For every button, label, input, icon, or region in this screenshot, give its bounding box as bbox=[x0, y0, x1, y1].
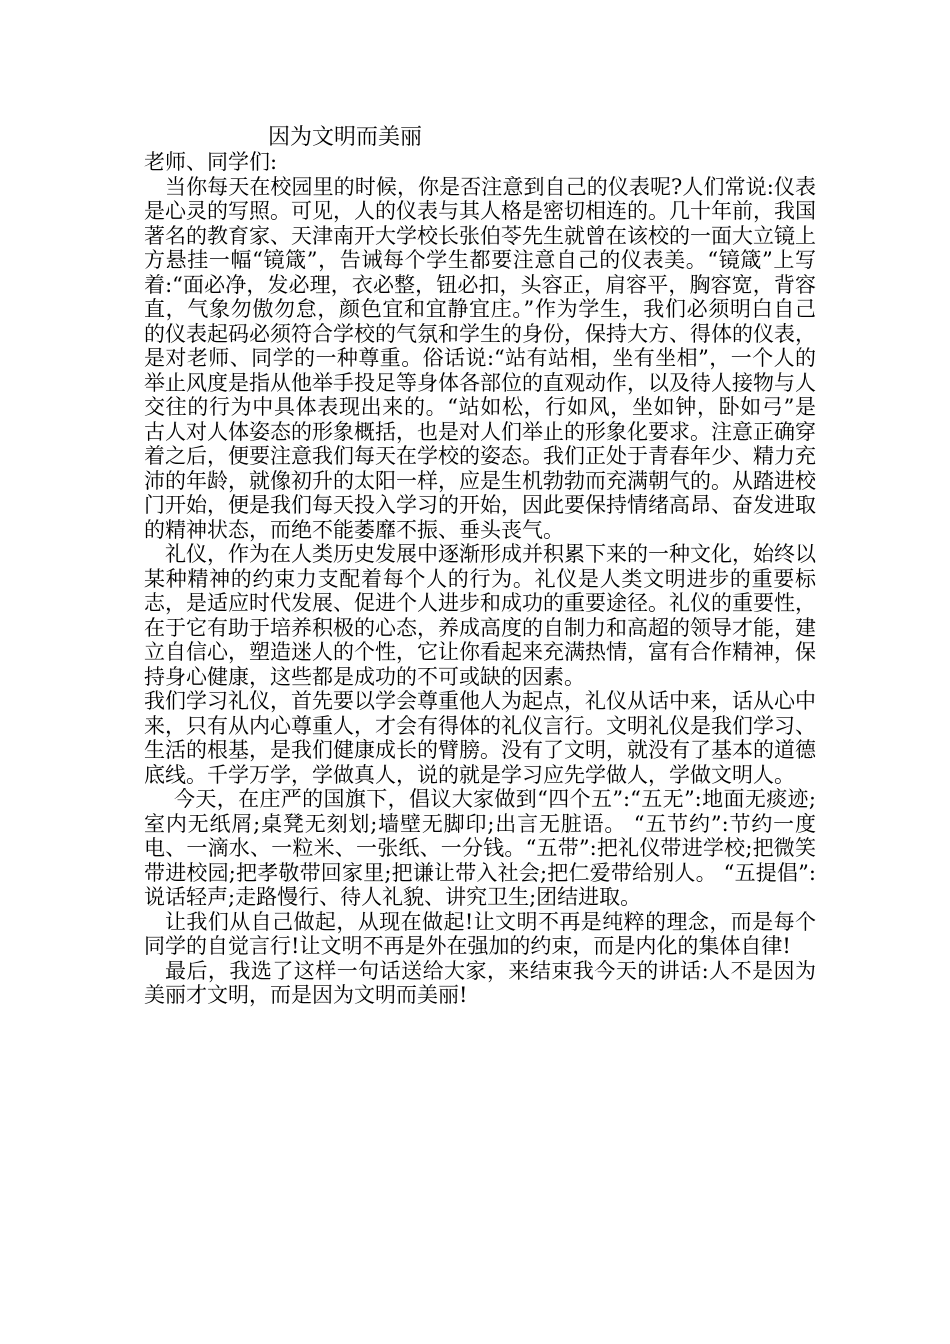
document-title: 因为文明而美丽 bbox=[268, 125, 423, 150]
paragraph-closing: 最后，我选了这样一句话送给大家，来结束我今天的讲话:人不是因为美丽才文明，而是因为文明而美丽! bbox=[144, 958, 816, 1007]
salutation: 老师、同学们: bbox=[144, 150, 278, 174]
paragraph-etiquette: 礼仪，作为在人类历史发展中逐渐形成并积累下来的一种文化，始终以某种精神的约束力支配着每个人的行为。礼仪是人类文明进步的重要标志，是适应时代发展、促进个人进步和成功的重要途径。礼仪的重要性，在于它有助于培养积极的心态，养成高度的自制力和高超的领导才能，建立自信心，塑造迷人的个性，它让你看起来充满热情，富有合作精神，保持身心健康，这些都是成功的不可或缺的因素。 bbox=[144, 542, 816, 689]
paragraph-four-fives: 今天，在庄严的国旗下，倡议大家做到“四个五”:“五无”:地面无痰迹;室内无纸屑;桌凳无刻划;墙壁无脚印;出言无脏语。 “五节约”:节约一度电、一滴水、一粒米、一张纸、一分钱。“五带”:把礼仪带进学校;把微笑带进校园;把孝敬带回家里;把谦让带入社会;把仁爱带给别人。 “五提倡”:说话轻声;走路慢行、待人礼貌、讲究卫生;团结进取。 bbox=[144, 787, 816, 909]
paragraph-appearance: 当你每天在校园里的时候，你是否注意到自己的仪表呢?人们常说:仪表是心灵的写照。可见，人的仪表与其人格是密切相连的。几十年前，我国著名的教育家、天津南开大学校长张伯苓先生就曾在该校的一面大立镜上方悬挂一幅“镜箴”，告诫每个学生都要注意自己的仪表美。“镜箴”上写着:“面必净，发必理，衣必整，钮必扣，头容正，肩容平，胸容宽，背容直，气象勿傲勿怠，颜色宜和宜静宜庄。”作为学生，我们必须明白自己的仪表起码必须符合学校的气氛和学生的身份，保持大方、得体的仪表，是对老师、同学的一种尊重。俗话说:“站有站相，坐有坐相”，一个人的举止风度是指从他举手投足等身体各部位的直观动作，以及待人接物与人交往的行为中具体表现出来的。“站如松，行如风，坐如钟，卧如弓”是古人对人体姿态的形象概括，也是对人们举止的形象化要求。注意正确穿着之后，便要注意我们每天在学校的姿态。我们正处于青春年少、精力充沛的年龄，就像初升的太阳一样，应是生机勃勃而充满朝气的。从踏进校门开始，便是我们每天投入学习的开始，因此要保持情绪高昂、奋发进取的精神状态，而绝不能萎靡不振、垂头丧气。 bbox=[144, 174, 816, 542]
paragraph-learning-etiquette: 我们学习礼仪，首先要以学会尊重他人为起点，礼仪从话中来，话从心中来，只有从内心尊重人，才会有得体的礼仪言行。文明礼仪是我们学习、生活的根基，是我们健康成长的臂膀。没有了文明，就没有了基本的道德底线。千学万学，学做真人，说的就是学习应先学做人，学做文明人。 bbox=[144, 689, 816, 787]
document-body bbox=[144, 150, 816, 1008]
paragraph-call-to-action: 让我们从自己做起，从现在做起!让文明不再是纯粹的理念，而是每个同学的自觉言行!让文明不再是外在强加的约束，而是内化的集体自律! bbox=[144, 909, 816, 958]
